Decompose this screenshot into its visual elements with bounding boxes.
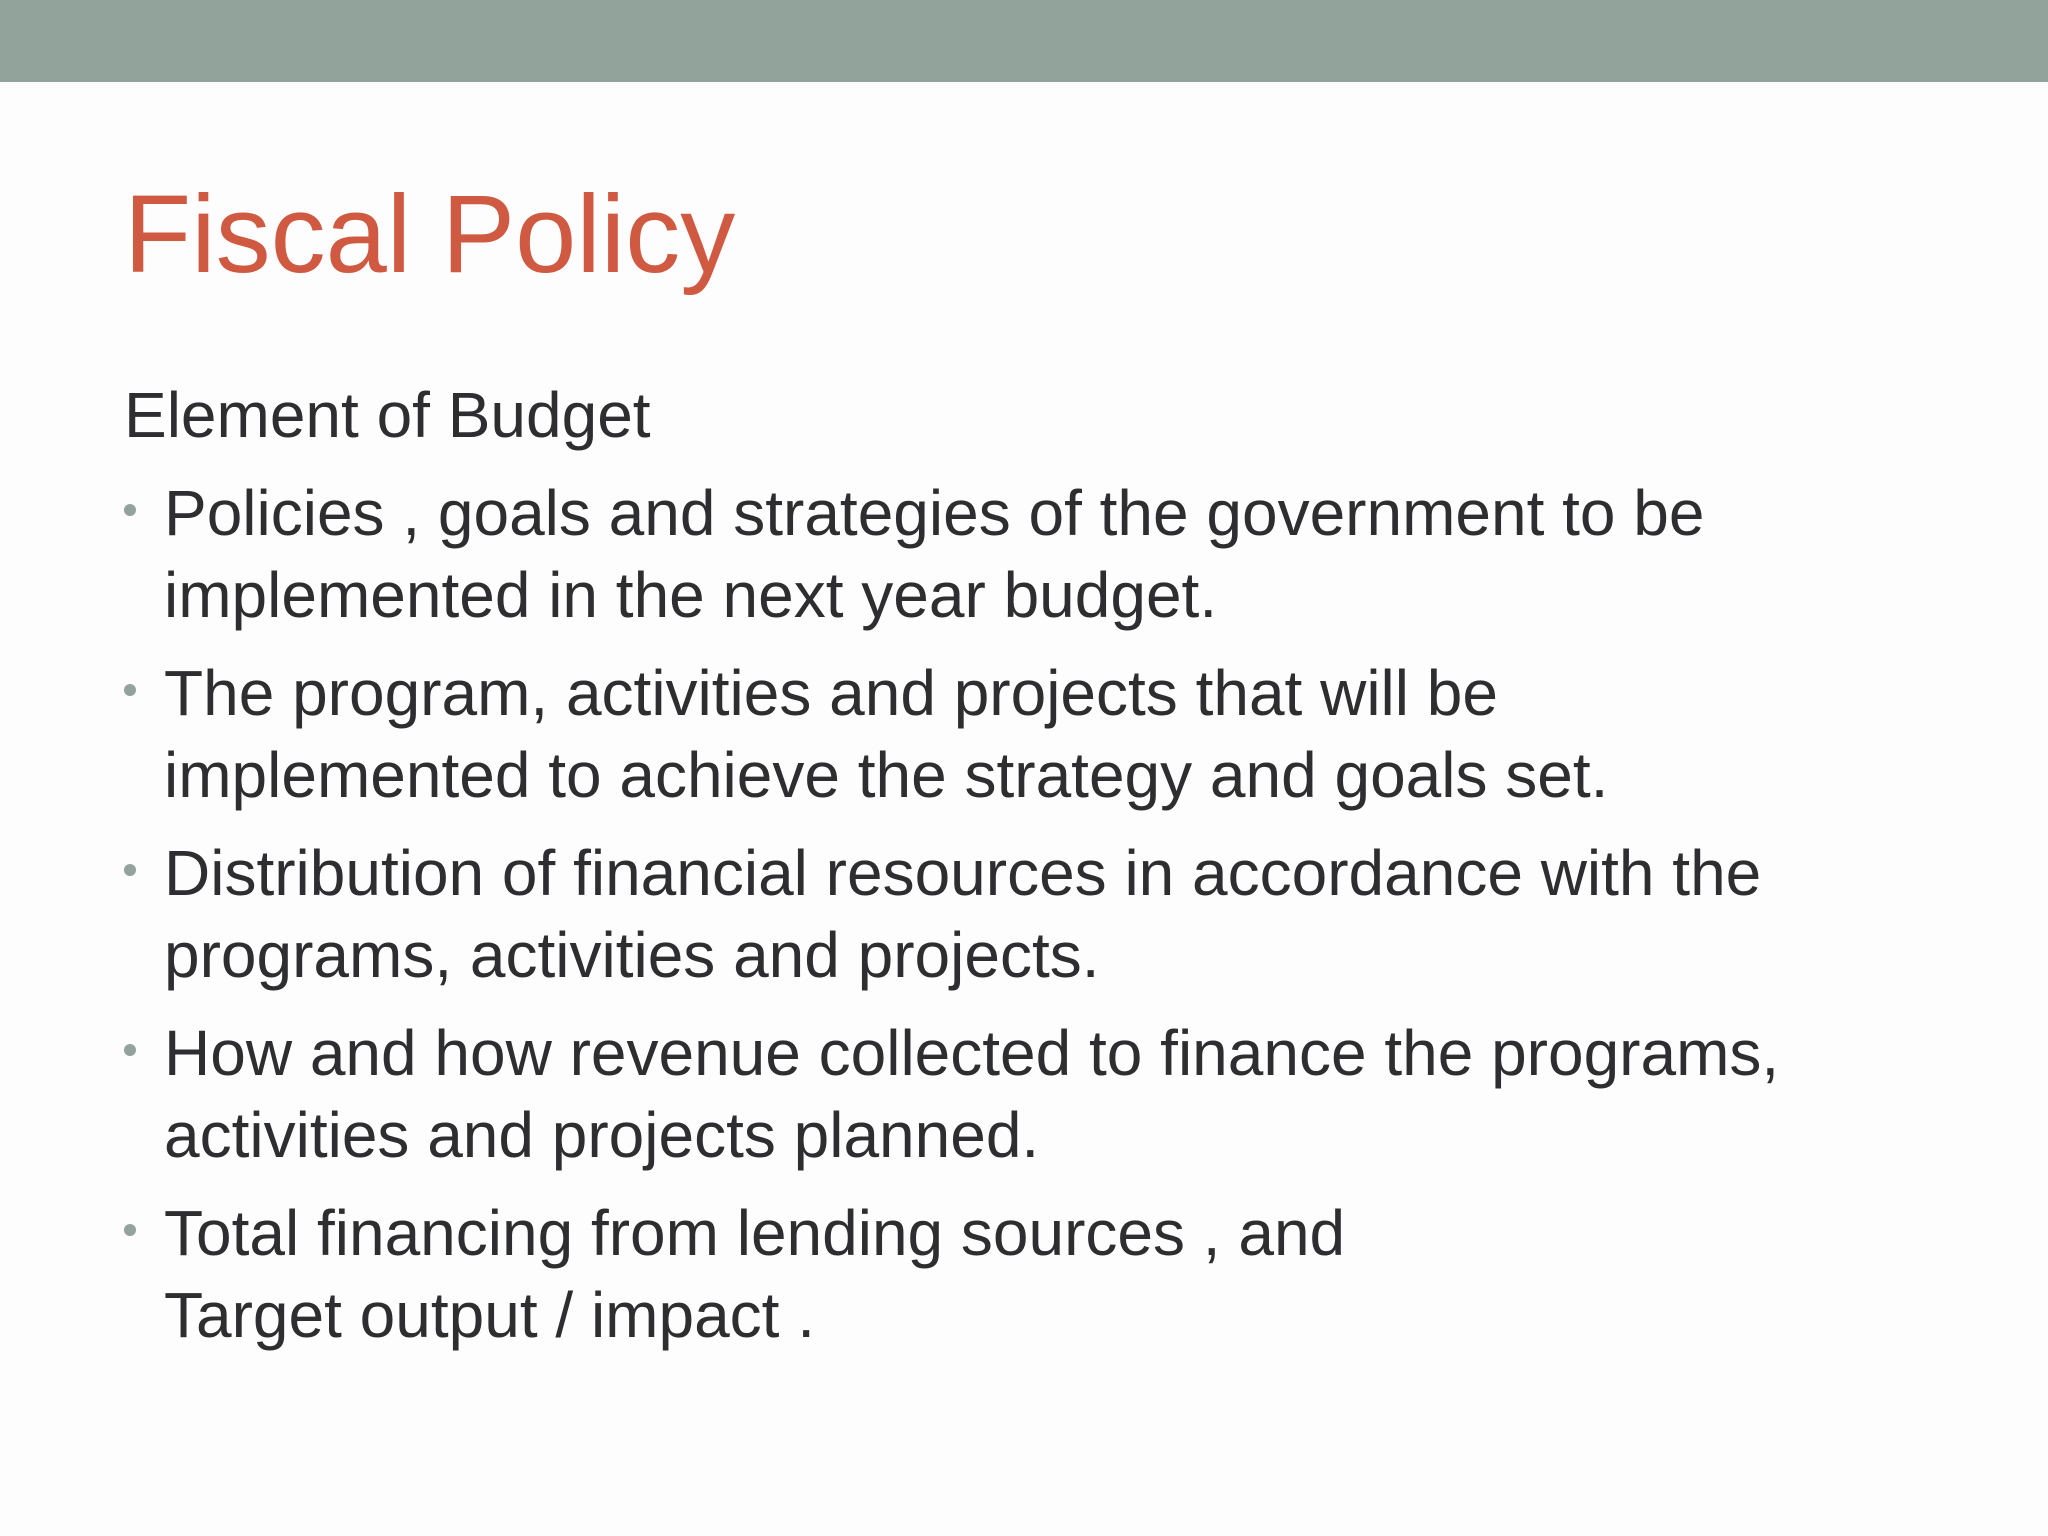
slide-title: Fiscal Policy (124, 173, 736, 296)
bullet-item (124, 1192, 1944, 1356)
bullet-list (124, 472, 1944, 1356)
bullet-dot-icon (124, 1044, 136, 1056)
bullet-dot-icon (124, 684, 136, 696)
bullet-line: Policies , goals and strategies of the government to be (164, 477, 1705, 549)
bullet-item (124, 832, 1944, 996)
bullet-line: Total financing from lending sources , and (164, 1197, 1346, 1269)
bullet-dot-icon (124, 1224, 136, 1236)
bullet-line: implemented in the next year budget. (164, 559, 1218, 631)
bullet-line: implemented to achieve the strategy and goals set. (164, 739, 1609, 811)
slide-content (124, 374, 1944, 1372)
bullet-line: The program, activities and projects that will be (164, 657, 1498, 729)
bullet-line: programs, activities and projects. (164, 919, 1100, 991)
bullet-line: How and how revenue collected to finance the programs, (164, 1017, 1780, 1089)
bullet-item (124, 1012, 1944, 1176)
bullet-item (124, 472, 1944, 636)
bullet-dot-icon (124, 504, 136, 516)
bullet-line: activities and projects planned. (164, 1099, 1040, 1171)
bullet-line: Target output / impact . (164, 1279, 815, 1351)
top-accent-band (0, 0, 2048, 82)
subheading: Element of Budget (124, 379, 651, 451)
bullet-dot-icon (124, 864, 136, 876)
bullet-line: Distribution of financial resources in accordance with the (164, 837, 1762, 909)
bullet-item (124, 652, 1944, 816)
